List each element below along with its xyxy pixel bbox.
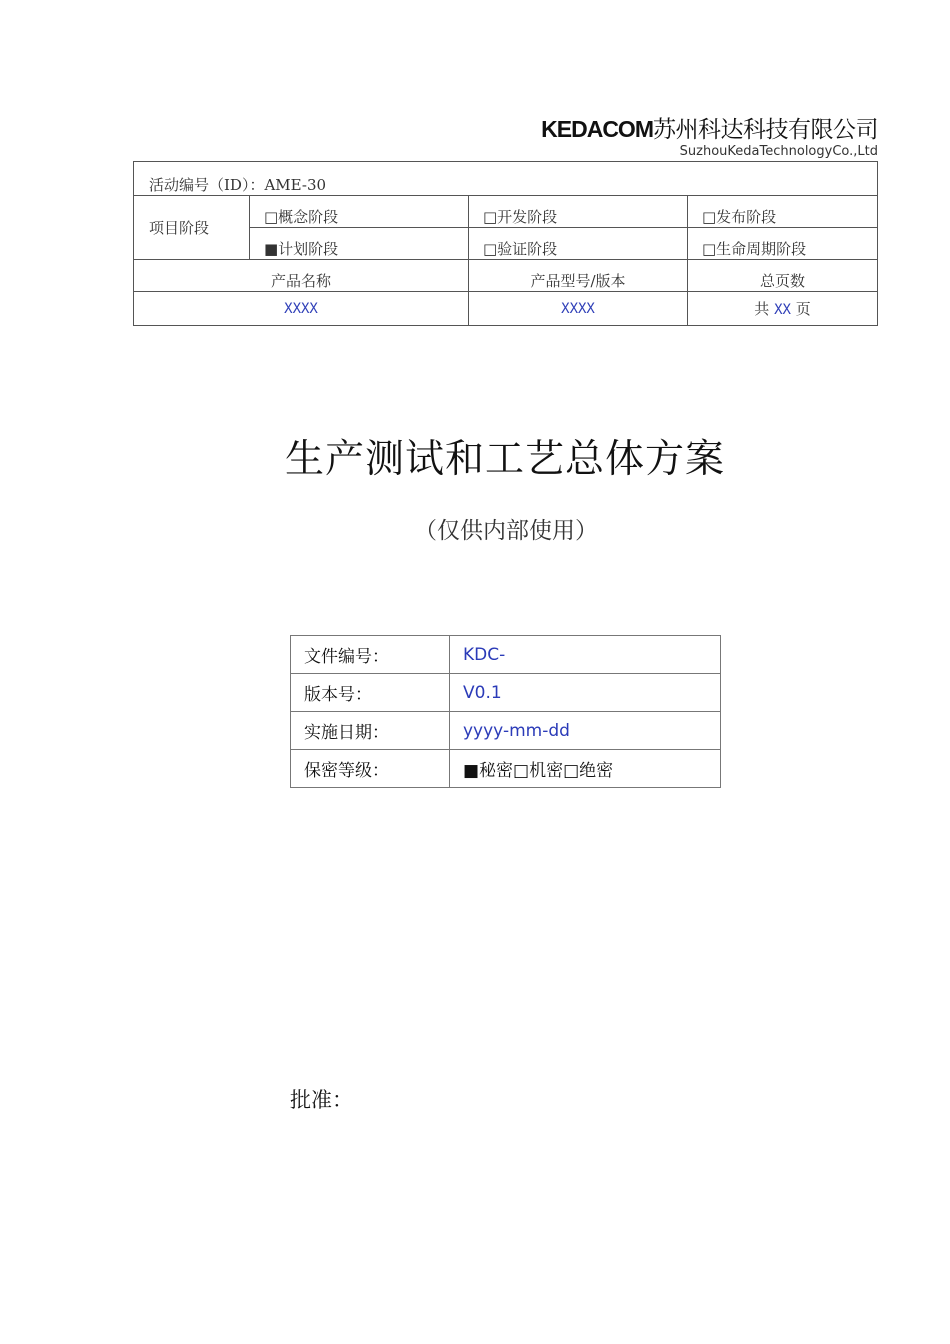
stage-label-cell: 项目阶段 bbox=[134, 196, 250, 260]
product-model-value: XXXX bbox=[469, 292, 688, 326]
stage-lifecycle: □生命周期阶段 bbox=[688, 228, 878, 260]
table-row bbox=[291, 712, 721, 750]
document-meta-table bbox=[290, 635, 721, 788]
project-info-table bbox=[133, 161, 878, 326]
total-pages-label: 总页数 bbox=[688, 260, 878, 292]
table-row bbox=[291, 750, 721, 788]
effective-date-label: 实施日期： bbox=[291, 712, 450, 750]
security-level-label: 保密等级： bbox=[291, 750, 450, 788]
table-row bbox=[291, 636, 721, 674]
company-name bbox=[541, 114, 878, 145]
stage-concept: □概念阶段 bbox=[250, 196, 469, 228]
doc-number-label: 文件编号： bbox=[291, 636, 450, 674]
product-name-value: XXXX bbox=[134, 292, 469, 326]
version-value: V0.1 bbox=[450, 674, 721, 712]
version-label: 版本号： bbox=[291, 674, 450, 712]
activity-id-cell: 活动编号（ID）：AME-30 bbox=[134, 162, 878, 196]
brand-logo: KEDACOM bbox=[541, 116, 653, 142]
stage-planning: ■计划阶段 bbox=[250, 228, 469, 260]
effective-date-value: yyyy-mm-dd bbox=[450, 712, 721, 750]
product-model-label: 产品型号/版本 bbox=[469, 260, 688, 292]
approval-label: 批准： bbox=[290, 1088, 353, 1112]
company-header bbox=[541, 114, 878, 159]
company-name-cn: 苏州科达科技有限公司 bbox=[653, 117, 878, 143]
total-pages-value-cell bbox=[688, 292, 878, 326]
total-pages-value: XX bbox=[774, 302, 791, 318]
total-pages-suffix: 页 bbox=[795, 300, 811, 318]
stage-release: □发布阶段 bbox=[688, 196, 878, 228]
product-name-label: 产品名称 bbox=[134, 260, 469, 292]
stage-verification: □验证阶段 bbox=[469, 228, 688, 260]
document-subtitle: （仅供内部使用） bbox=[414, 518, 598, 544]
doc-number-value: KDC- bbox=[450, 636, 721, 674]
document-title: 生产测试和工艺总体方案 bbox=[284, 437, 725, 482]
security-level-value: ■秘密□机密□绝密 bbox=[450, 750, 721, 788]
total-pages-prefix: 共 bbox=[754, 300, 770, 318]
company-name-en: SuzhouKedaTechnologyCo.,Ltd bbox=[679, 144, 878, 159]
table-row bbox=[291, 674, 721, 712]
stage-development: □开发阶段 bbox=[469, 196, 688, 228]
